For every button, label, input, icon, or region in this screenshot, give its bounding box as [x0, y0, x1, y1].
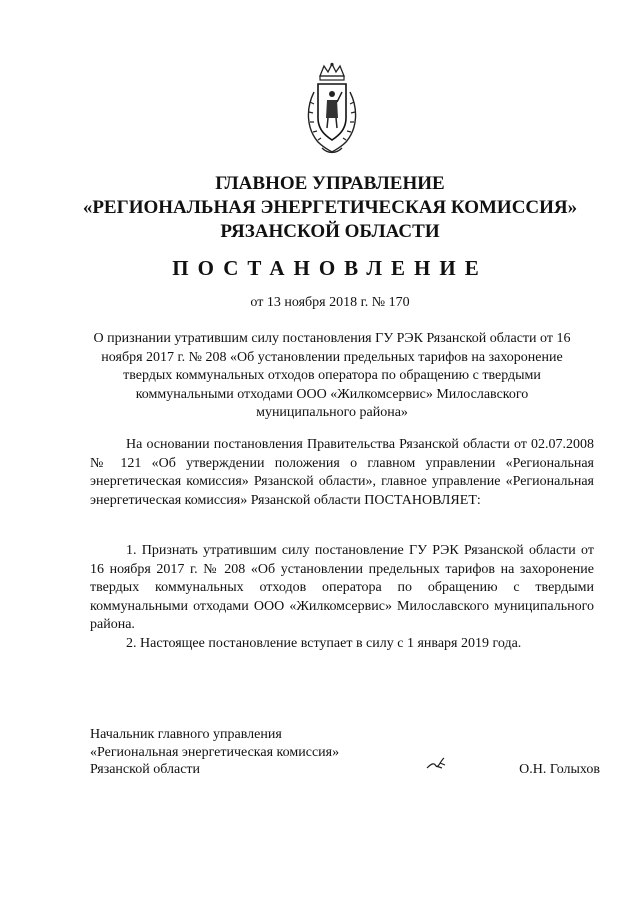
resolution-item-2: 2. Настоящее постановление вступает в силу с 1 января 2019 года. — [126, 635, 522, 651]
document-title: ПОСТАНОВЛЕНИЕ — [172, 256, 488, 280]
issuer-line-1: ГЛАВНОЕ УПРАВЛЕНИЕ — [215, 173, 445, 194]
signatory-position — [90, 726, 390, 779]
signatory-position-line-1: Начальник главного управления — [90, 727, 282, 742]
issuer-header — [40, 172, 620, 244]
coat-of-arms-icon — [300, 62, 364, 158]
issuer-line-3: РЯЗАНСКОЙ ОБЛАСТИ — [220, 221, 440, 242]
document-subject: О признании утратившим силу постановления ГУ РЭК Рязанской области от 16 ноября 2017 г. № 208 «Об установлении предельных тарифов на захоронение твердых коммунальных отходов оператора по обращению с твердыми коммунальными отходами ООО «Жилкомсервис» Милославского муниципального района» — [93, 331, 571, 420]
resolution-items — [90, 542, 594, 653]
issuer-line-2: «РЕГИОНАЛЬНАЯ ЭНЕРГЕТИЧЕСКАЯ КОМИССИЯ» — [82, 197, 578, 218]
handwritten-signature-icon — [424, 754, 450, 774]
document-preamble: На основании постановления Правительства Рязанской области от 02.07.2008 № 121 «Об утверждении положения о главном управлении «Региональная энергетическая комиссия» Рязанской области», главное управление «Региональная энергетическая комиссия» Рязанской области ПОСТАНОВЛЯЕТ: — [90, 437, 594, 508]
document-date-number: от 13 ноября 2018 г. № 170 — [250, 295, 410, 310]
resolution-item-1: 1. Признать утратившим силу постановление ГУ РЭК Рязанской области от 16 ноября 2017 г. № 208 «Об установлении предельных тарифов на захоронение твердых коммунальных отходов оператора по обращению с твердыми коммунальными отходами ООО «Жилкомсервис» Милославского муниципального района. — [90, 543, 594, 632]
signatory-position-line-2: «Региональная энергетическая комиссия» — [90, 744, 340, 760]
signatory-name: О.Н. Голыхов — [519, 762, 600, 777]
signatory-position-line-3: Рязанской области — [90, 762, 201, 777]
